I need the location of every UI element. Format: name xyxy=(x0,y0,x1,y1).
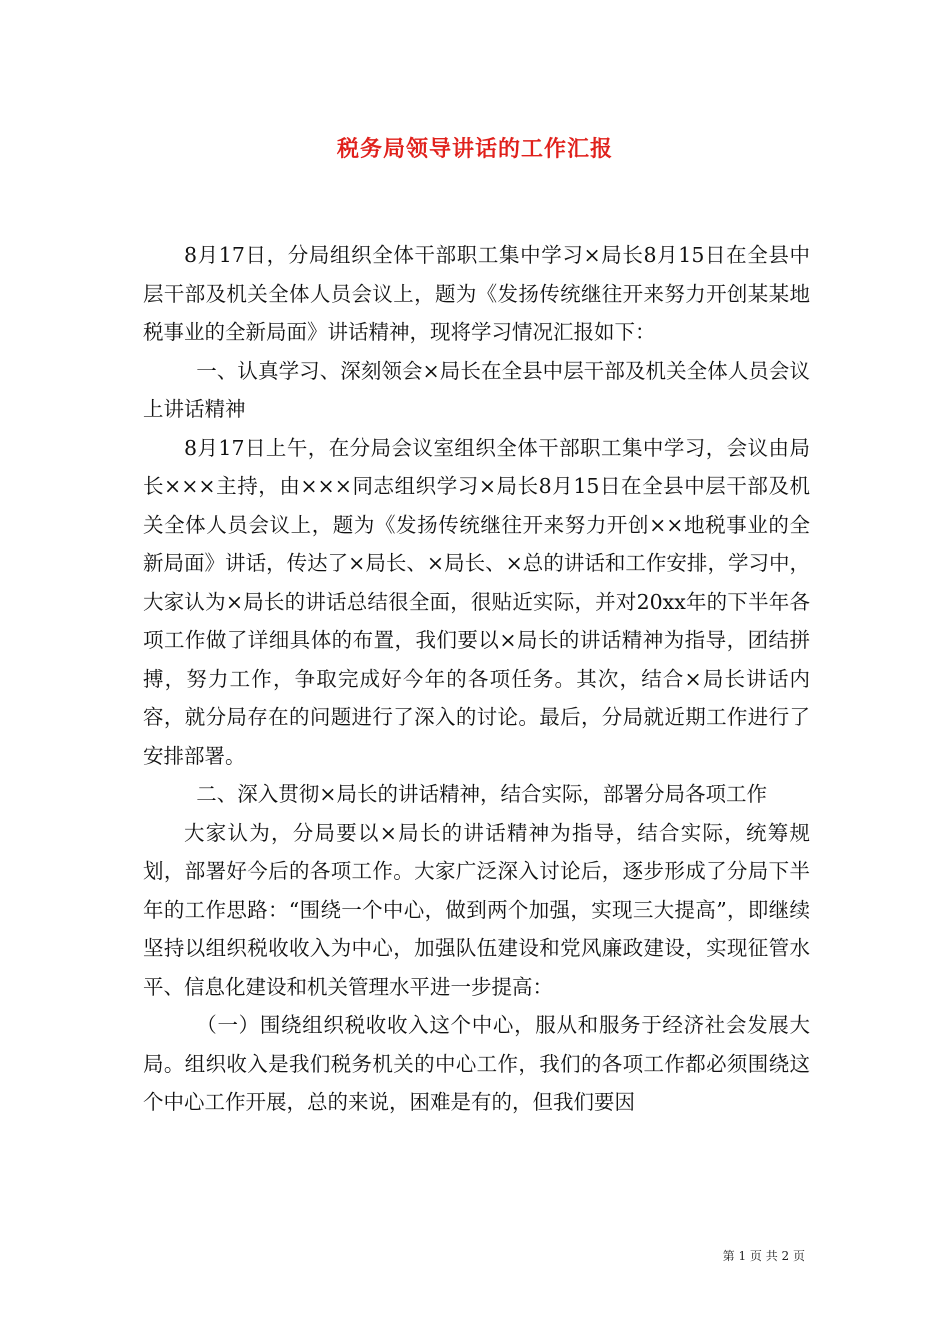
paragraph-study-session: 8月17日上午，在分局会议室组织全体干部职工集中学习，会议由局长×××主持，由×××同志组织学习×局长8月15日在全县中层干部及机关全体人员会议上，题为《发扬传统继往开来努力开创××地税事业的全新局面》讲话，传达了×局长、×局长、×总的讲话和工作安排，学习中，大家认为×局长的讲话总结很全面，很贴近实际，并对20xx年的下半年各项工作做了详细具体的布置，我们要以×局长的讲话精神为指导，团结拼搏，努力工作，争取完成好今年的各项任务。其次，结合×局长讲话内容，就分局存在的问题进行了深入的讨论。最后，分局就近期工作进行了安排部署。 xyxy=(143,435,810,768)
paragraph-intro: 8月17日，分局组织全体干部职工集中学习×局长8月15日在全县中层干部及机关全体人员会议上，题为《发扬传统继往开来努力开创某某地税事业的全新局面》讲话精神，现将学习情况汇报如下： xyxy=(143,243,810,344)
document-title: 税务局领导讲话的工作汇报 xyxy=(336,136,613,162)
section-heading-2: 二、深入贯彻×局长的讲话精神，结合实际，部署分局各项工作 xyxy=(196,782,767,806)
section-heading-1: 一、认真学习、深刻领会×局长在全县中层干部及机关全体人员会议上讲话精神 xyxy=(143,358,810,421)
page-number: 第 1 页 共 2 页 xyxy=(722,1249,805,1263)
paragraph-work-plan: 大家认为，分局要以×局长的讲话精神为指导，结合实际，统筹规划，部署好今后的各项工作。大家广泛深入讨论后，逐步形成了分局下半年的工作思路：“围绕一个中心，做到两个加强，实现三大提高”，即继续坚持以组织税收收入为中心，加强队伍建设和党风廉政建设，实现征管水平、信息化建设和机关管理水平进一步提高： xyxy=(143,820,810,999)
paragraph-subsection-1: （一）围绕组织税收收入这个中心，服从和服务于经济社会发展大局。组织收入是我们税务机关的中心工作，我们的各项工作都必须围绕这个中心工作开展，总的来说，困难是有的，但我们要因 xyxy=(143,1013,810,1114)
document-body xyxy=(143,236,810,1122)
